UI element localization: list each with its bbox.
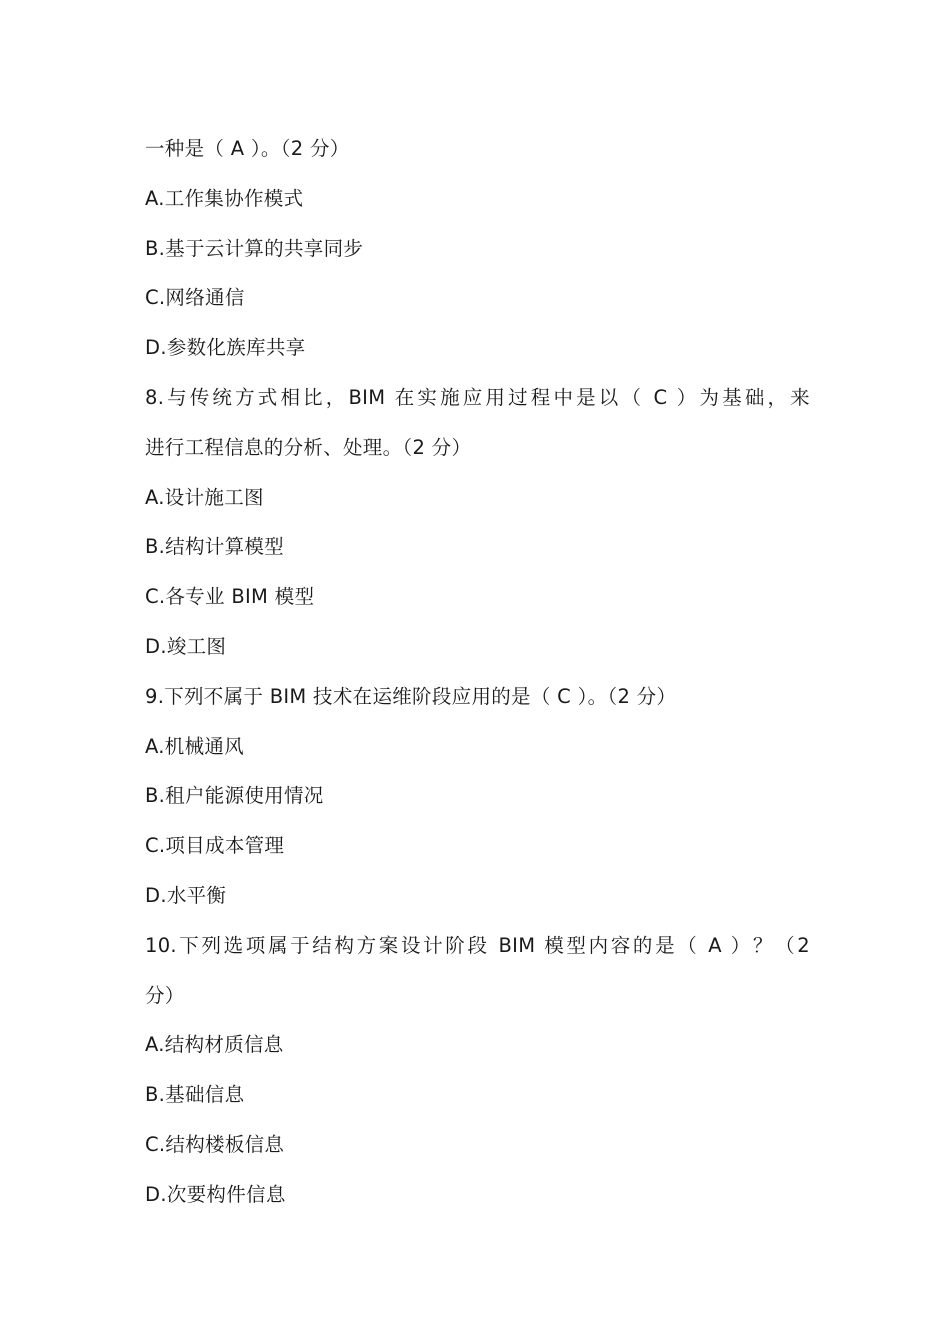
question-9-option-b: B.租户能源使用情况 xyxy=(145,784,324,808)
question-9-stem: 9.下列不属于 BIM 技术在运维阶段应用的是（ C ）。（2 分） xyxy=(145,684,677,708)
question-10-option-a: A.结构材质信息 xyxy=(145,1033,284,1057)
question-7-option-d: D.参数化族库共享 xyxy=(145,336,306,360)
question-10-option-b: B.基础信息 xyxy=(145,1083,245,1107)
question-7-option-c: C.网络通信 xyxy=(145,286,245,310)
question-8-option-d: D.竣工图 xyxy=(145,634,227,658)
question-7-option-b: B.基于云计算的共享同步 xyxy=(145,236,364,260)
question-9-option-c: C.项目成本管理 xyxy=(145,834,285,858)
question-9-option-a: A.机械通风 xyxy=(145,734,244,758)
question-8-stem-line-1: 8.与传统方式相比，BIM 在实施应用过程中是以（ C ）为基础，来 xyxy=(145,385,810,409)
question-10-stem-line-2: 分） xyxy=(145,983,185,1007)
question-10-option-c: C.结构楼板信息 xyxy=(145,1132,285,1156)
question-7-stem-continuation: 一种是（ A ）。（2 分） xyxy=(145,137,350,160)
question-10-option-d: D.次要构件信息 xyxy=(145,1182,286,1206)
document-page xyxy=(145,124,810,1220)
question-8-option-b: B.结构计算模型 xyxy=(145,535,284,559)
question-8-option-c: C.各专业 BIM 模型 xyxy=(145,585,315,609)
question-8-stem-line-2: 进行工程信息的分析、处理。（2 分） xyxy=(145,435,472,459)
question-8-option-a: A.设计施工图 xyxy=(145,485,264,509)
question-10-stem-line-1: 10.下列选项属于结构方案设计阶段 BIM 模型内容的是（ A ）？（2 xyxy=(145,933,810,957)
question-7-option-a: A.工作集协作模式 xyxy=(145,186,304,210)
question-9-option-d: D.水平衡 xyxy=(145,883,227,907)
